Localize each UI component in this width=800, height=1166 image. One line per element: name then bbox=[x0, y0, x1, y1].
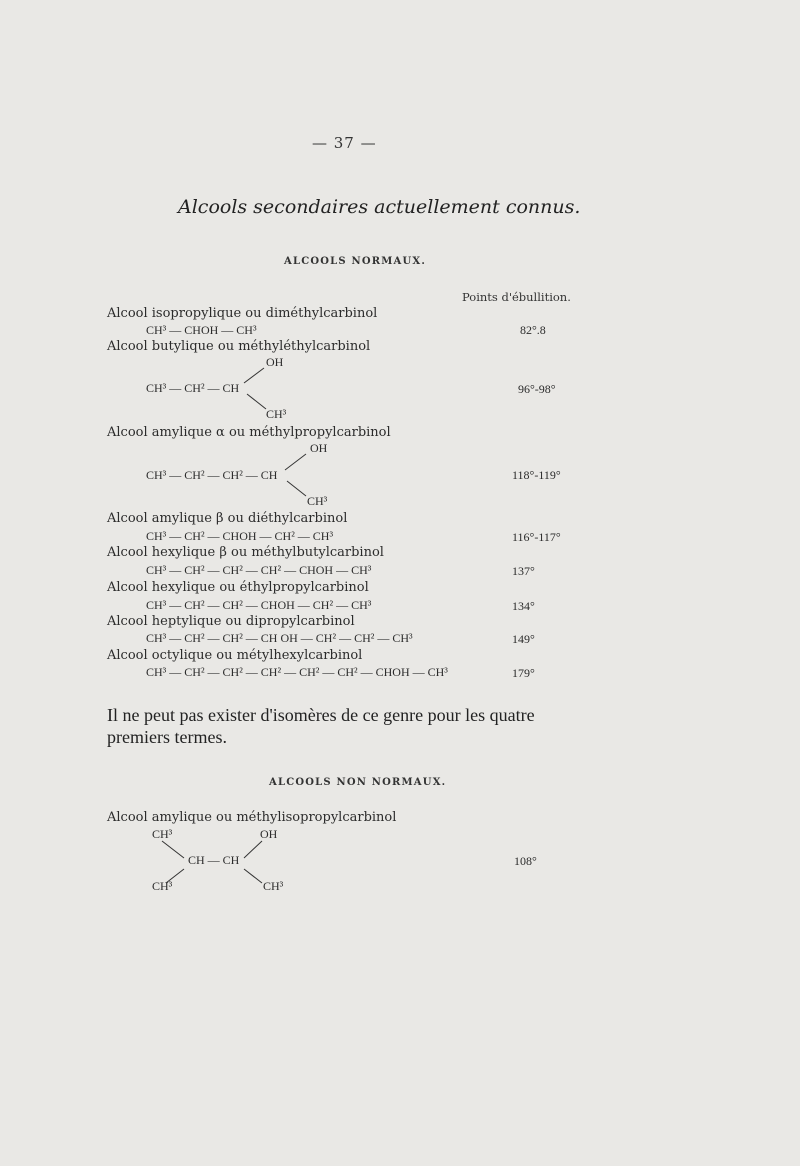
formula-top-left: CH³ bbox=[152, 827, 173, 841]
entry-boiling-point: 116°-117° bbox=[512, 530, 561, 544]
entry-boiling-point: 118°-119° bbox=[512, 468, 561, 482]
page-number: — 37 — bbox=[312, 134, 377, 152]
entry-name: Alcool hexylique β ou méthylbutylcarbinol bbox=[107, 545, 384, 560]
entry-name: Alcool amylique α ou méthylpropylcarbinol bbox=[107, 425, 391, 440]
bond-line bbox=[244, 869, 262, 883]
entry-formula: CH³ — CH² — CH² — CH² — CH² — CH² — CHOH — CH³ bbox=[146, 665, 448, 679]
entry-formula: CH³ — CH² — CHOH — CH² — CH³ bbox=[146, 529, 334, 543]
entry-name: Alcool amylique β ou diéthylcarbinol bbox=[107, 511, 348, 526]
section-heading-non-normal: ALCOOLS NON NORMAUX. bbox=[269, 777, 447, 788]
entry-name: Alcool isopropylique ou diméthylcarbinol bbox=[107, 306, 378, 321]
entry-name: Alcool amylique ou méthylisopropylcarbinol bbox=[107, 810, 397, 825]
bond-line bbox=[287, 481, 306, 496]
entry-formula: CH³ — CH² — CH² — CH bbox=[146, 468, 278, 482]
entry-formula: CH³ — CH² — CH bbox=[146, 381, 240, 395]
entry-formula: CH³ — CH² — CH² — CH OH — CH² — CH² — CH³ bbox=[146, 631, 413, 645]
entry-boiling-point: 82°.8 bbox=[520, 323, 546, 337]
entry-formula-branch-bottom: CH³ bbox=[307, 494, 328, 508]
bond-line bbox=[244, 368, 264, 383]
bond-line bbox=[162, 841, 184, 858]
formula-middle: CH — CH bbox=[188, 853, 240, 867]
entry-boiling-point: 149° bbox=[512, 632, 535, 646]
entry-formula-branch-bottom: CH³ bbox=[266, 407, 287, 421]
entry-name: Alcool hexylique ou éthylpropylcarbinol bbox=[107, 580, 369, 595]
formula-bottom-right: CH³ bbox=[263, 879, 284, 893]
entry-boiling-point: 108° bbox=[514, 854, 537, 868]
entry-boiling-point: 137° bbox=[512, 564, 535, 578]
entry-formula: CH³ — CH² — CH² — CHOH — CH² — CH³ bbox=[146, 598, 372, 612]
entry-formula-branch-top: OH bbox=[310, 441, 328, 455]
section-heading-normal: ALCOOLS NORMAUX. bbox=[284, 256, 427, 267]
bond-line bbox=[247, 394, 266, 409]
bond-line bbox=[285, 454, 306, 470]
entry-boiling-point: 179° bbox=[512, 666, 535, 680]
entry-boiling-point: 134° bbox=[512, 599, 535, 613]
paragraph-text: Il ne peut pas exister d'isomères de ce genre pour les quatre premiers termes. bbox=[107, 705, 535, 747]
entry-boiling-point: 96°-98° bbox=[518, 382, 556, 396]
entry-name: Alcool heptylique ou dipropylcarbinol bbox=[107, 614, 355, 629]
page-title: Alcools secondaires actuellement connus. bbox=[178, 196, 581, 218]
entry-name: Alcool octylique ou métylhexylcarbinol bbox=[107, 648, 363, 663]
entry-formula: CH³ — CHOH — CH³ bbox=[146, 323, 257, 337]
bond-line bbox=[244, 841, 262, 858]
formula-bottom-left: CH³ bbox=[152, 879, 173, 893]
entry-formula: CH³ — CH² — CH² — CH² — CHOH — CH³ bbox=[146, 563, 372, 577]
entry-formula-branch-top: OH bbox=[266, 355, 284, 369]
formula-top-right: OH bbox=[260, 827, 278, 841]
entry-name: Alcool butylique ou méthyléthylcarbinol bbox=[107, 339, 371, 354]
column-header-boiling-points: Points d'ébullition. bbox=[462, 290, 571, 304]
